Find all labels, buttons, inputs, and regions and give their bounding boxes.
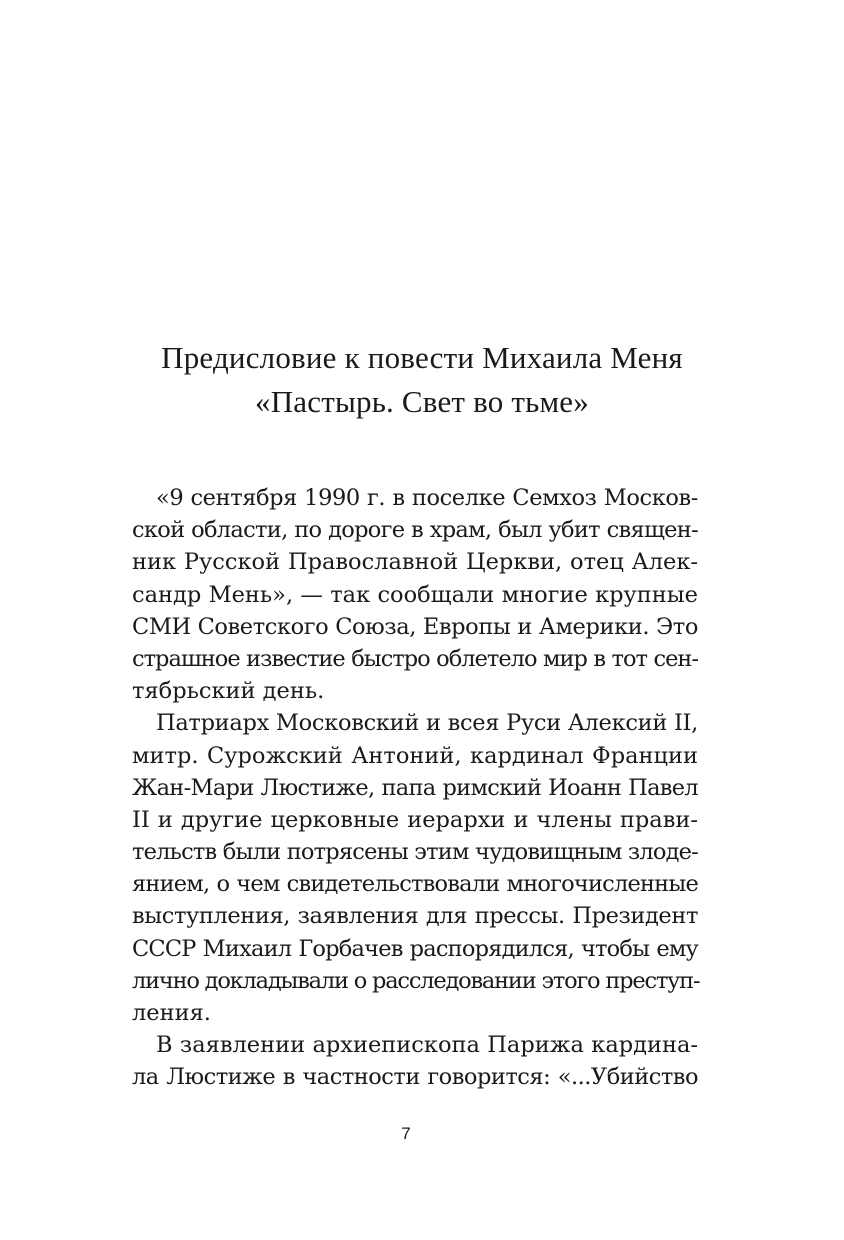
text-line: страшное известие быстро облетело мир в тот сен- xyxy=(132,645,698,672)
text-line: ник Русской Православной Церкви, отец Алек- xyxy=(132,549,698,576)
text-line: лично докладывали о расследовании этого преступ- xyxy=(132,967,700,994)
chapter-heading-line-2: «Пастырь. Свет во тьме» xyxy=(255,384,589,419)
text-line: Патриарх Московский и всея Руси Алексий II, xyxy=(156,710,698,737)
text-line: янием, о чем свидетельствовали многочисленные xyxy=(132,871,698,898)
text-line: В заявлении архиепископа Парижа кардина- xyxy=(156,1032,698,1059)
text-line: тябрьский день. xyxy=(132,678,325,705)
paragraph xyxy=(132,482,698,707)
text-line: ления. xyxy=(132,1000,211,1026)
text-line: СССР Михаил Горбачев распорядился, чтобы ему xyxy=(132,935,698,962)
paragraph xyxy=(132,1029,698,1093)
text-line: сандр Мень», — так сообщали многие крупные xyxy=(132,581,698,608)
text-line: тельств были потрясены этим чудовищным злоде- xyxy=(132,839,698,866)
chapter-heading xyxy=(60,336,784,424)
chapter-heading-line-1: Предисловие к повести Михаила Меня xyxy=(161,340,683,375)
body-text xyxy=(132,482,698,1094)
paragraph xyxy=(132,707,698,1029)
text-line: ла Люстиже в частности говорится: «...Убийство xyxy=(132,1064,698,1091)
text-line: ской области, по дороге в храм, был убит священ- xyxy=(132,517,698,544)
text-line: СМИ Советского Союза, Европы и Америки. Это xyxy=(132,613,698,640)
page-number: 7 xyxy=(401,1124,411,1143)
text-line: II и другие церковные иерархи и члены прави- xyxy=(132,806,698,833)
text-line: «9 сентября 1990 г. в поселке Семхоз Москов- xyxy=(156,485,698,511)
text-line: выступления, заявления для прессы. Президент xyxy=(132,903,698,930)
text-line: Жан-Мари Люстиже, папа римский Иоанн Павел xyxy=(132,774,698,801)
text-line: митр. Сурожский Антоний, кардинал Франции xyxy=(132,742,698,769)
